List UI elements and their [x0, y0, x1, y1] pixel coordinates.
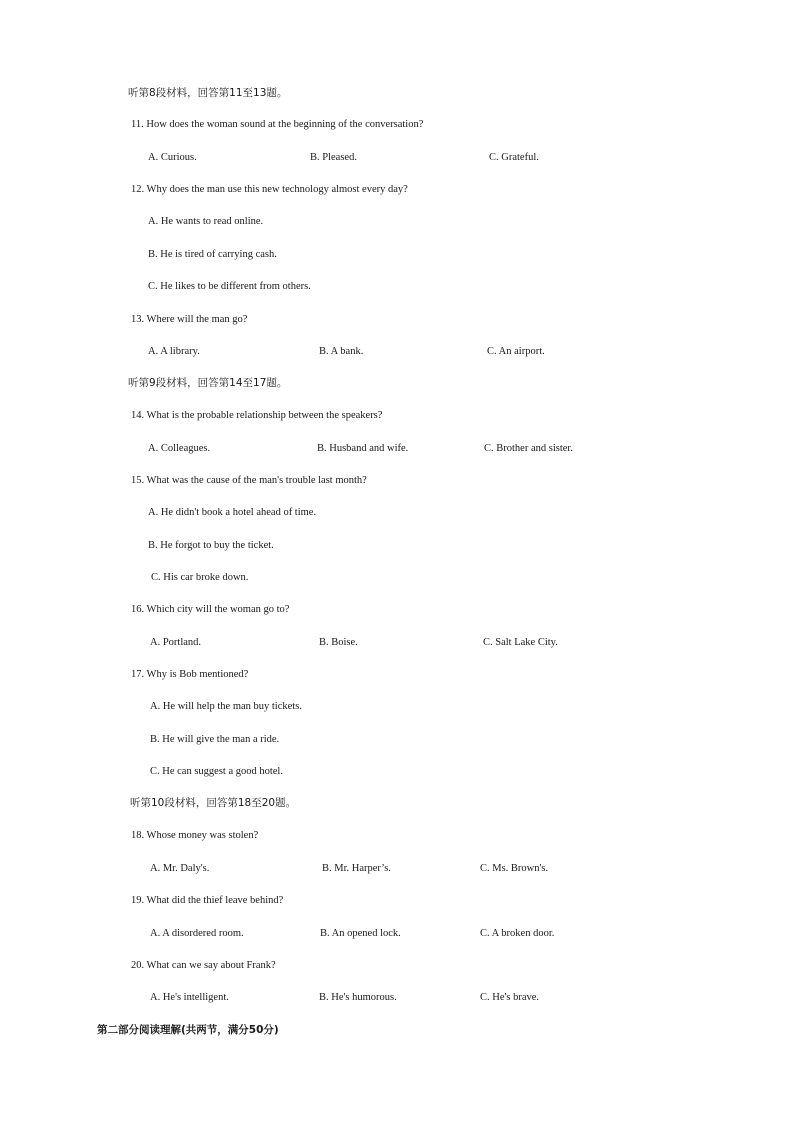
question-13-option-b: B. A bank. — [319, 346, 364, 357]
section-heading-8: 听第8段材料，回答第11至13题。 — [128, 87, 288, 99]
question-20-option-b: B. He's humorous. — [319, 992, 397, 1003]
question-13-option-a: A. A library. — [148, 346, 200, 357]
question-18-option-b: B. Mr. Harper’s. — [322, 863, 391, 874]
question-17-option-c: C. He can suggest a good hotel. — [150, 766, 283, 777]
question-17-stem: 17. Why is Bob mentioned? — [131, 669, 249, 680]
question-11-stem: 11. How does the woman sound at the beginning of the conversation? — [131, 119, 424, 130]
question-15-option-b: B. He forgot to buy the ticket. — [148, 540, 274, 551]
question-16-option-c: C. Salt Lake City. — [483, 637, 558, 648]
question-17-option-a: A. He will help the man buy tickets. — [150, 701, 302, 712]
question-11-option-b: B. Pleased. — [310, 152, 357, 163]
question-14-stem: 14. What is the probable relationship between the speakers? — [131, 410, 383, 421]
question-18-stem: 18. Whose money was stolen? — [131, 830, 259, 841]
question-13-option-c: C. An airport. — [487, 346, 545, 357]
part-two-heading: 第二部分阅读理解(共两节，满分50分) — [97, 1024, 279, 1036]
question-16-option-b: B. Boise. — [319, 637, 358, 648]
question-15-option-c: C. His car broke down. — [151, 572, 249, 583]
question-19-option-c: C. A broken door. — [480, 928, 555, 939]
section-heading-10: 听第10段材料，回答第18至20题。 — [130, 797, 297, 809]
question-14-option-b: B. Husband and wife. — [317, 443, 409, 454]
question-13-stem: 13. Where will the man go? — [131, 314, 248, 325]
question-18-option-c: C. Ms. Brown's. — [480, 863, 549, 874]
question-12-option-a: A. He wants to read online. — [148, 216, 264, 227]
question-11-option-c: C. Grateful. — [489, 152, 539, 163]
question-19-option-a: A. A disordered room. — [150, 928, 244, 939]
question-15-option-a: A. He didn't book a hotel ahead of time. — [148, 507, 317, 518]
question-20-stem: 20. What can we say about Frank? — [131, 960, 276, 971]
section-heading-9: 听第9段材料，回答第14至17题。 — [128, 377, 288, 389]
question-19-stem: 19. What did the thief leave behind? — [131, 895, 284, 906]
question-20-option-a: A. He's intelligent. — [150, 992, 229, 1003]
question-12-option-b: B. He is tired of carrying cash. — [148, 249, 277, 260]
question-14-option-a: A. Colleagues. — [148, 443, 211, 454]
question-16-option-a: A. Portland. — [150, 637, 202, 648]
question-15-stem: 15. What was the cause of the man's trouble last month? — [131, 475, 367, 486]
question-19-option-b: B. An opened lock. — [320, 928, 401, 939]
question-17-option-b: B. He will give the man a ride. — [150, 734, 280, 745]
question-12-option-c: C. He likes to be different from others. — [148, 281, 311, 292]
question-14-option-c: C. Brother and sister. — [484, 443, 573, 454]
question-18-option-a: A. Mr. Daly's. — [150, 863, 210, 874]
question-12-stem: 12. Why does the man use this new technology almost every day? — [131, 184, 408, 195]
question-20-option-c: C. He's brave. — [480, 992, 540, 1003]
question-11-option-a: A. Curious. — [148, 152, 197, 163]
question-16-stem: 16. Which city will the woman go to? — [131, 604, 290, 615]
